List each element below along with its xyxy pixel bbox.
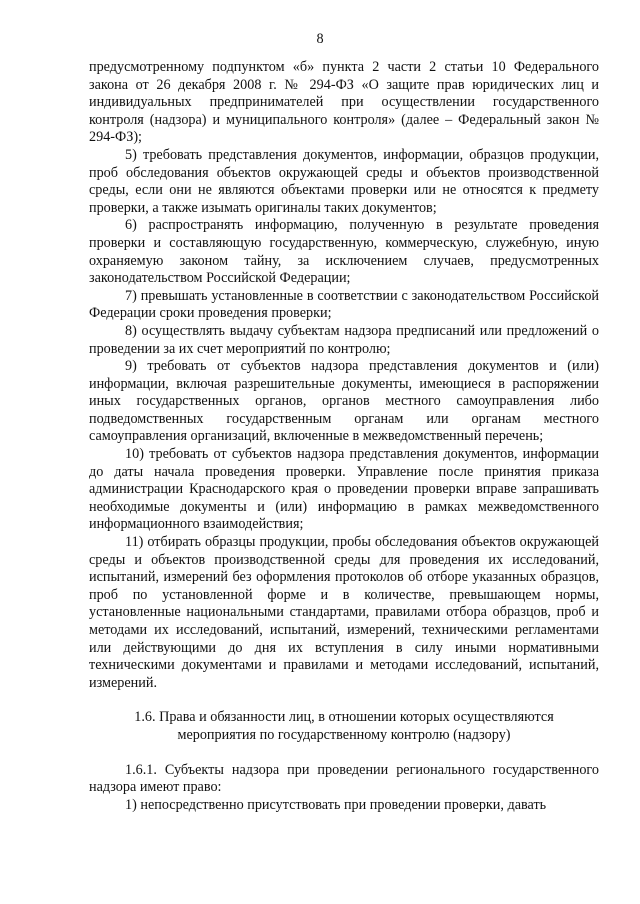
- paragraph: 10) требовать от субъектов надзора представления документов, информации до даты начала проведения проверки. Управление после принятия приказа администрации Краснодарского края о проведении проверки вправе запрашивать необходимые документы и (или) информацию в рамках межведомственного информационного взаимодействия;: [89, 446, 599, 533]
- paragraphs-after-heading: [89, 762, 599, 815]
- paragraph: 1) непосредственно присутствовать при проведении проверки, давать: [125, 796, 547, 813]
- section-heading-line-1: 1.6. Права и обязанности лиц, в отношении которых осуществляются: [134, 709, 554, 726]
- paragraphs-before-heading: [89, 59, 599, 692]
- paragraph: 11) отбирать образцы продукции, пробы обследования объектов окружающей среды и объектов производственной среды для проведения их исследований, испытаний, измерений без оформления протоколов об отборе указанных образцов, проб по установленной форме и в количестве, превышающем нормы, установленные национальными стандартами, правилами отбора образцов, проб и методами их исследований, испытаний, измерений, техническими регламентами или действующими до дня их вступления в силу иными нормативными техническими документами и правилами и методами исследований, испытаний, измерений.: [89, 534, 599, 691]
- spacer: [89, 745, 599, 762]
- document-body: [89, 59, 599, 814]
- paragraph: предусмотренному подпунктом «б» пункта 2 части 2 статьи 10 Федерального закона от 26 декабря 2008 г. № 294-ФЗ «О защите прав юридических лиц и индивидуальных предпринимателей при осуществлении государственного контроля (надзора) и муниципального контроля» (далее – Федеральный закон № 294-ФЗ);: [89, 59, 599, 146]
- paragraph: 6) распространять информацию, полученную в результате проведения проверки и составляющую государственную, коммерческую, служебную, иную охраняемую законом тайну, за исключением случаев, предусмотренных законодательством Российской Федерации;: [89, 217, 599, 287]
- paragraph: 8) осуществлять выдачу субъектам надзора предписаний или предложений о проведении за их счет мероприятий по контролю;: [89, 322, 599, 357]
- paragraph: 7) превышать установленные в соответствии с законодательством Российской Федерации сроки проведения проверки;: [89, 287, 599, 322]
- paragraph: 5) требовать представления документов, информации, образцов продукции, проб обследования объектов окружающей среды и объектов производственной среды, если они не являются объектами проверки или не относятся к предмету проверки, а также изымать оригиналы таких документов;: [89, 146, 599, 216]
- paragraph: 9) требовать от субъектов надзора представления документов и (или) информации, включая разрешительные документы, имеющиеся в распоряжении иных государственных органов, органов местного самоуправления либо подведомственных государственным органам или органам местного самоуправления организаций, включенные в межведомственный перечень;: [89, 358, 599, 445]
- section-heading-line-2: мероприятия по государственному контролю (надзору): [177, 726, 511, 743]
- paragraph: 1.6.1. Субъекты надзора при проведении регионального государственного надзора имеют право:: [89, 761, 599, 796]
- page-number: 8: [316, 31, 324, 47]
- section-heading: [89, 709, 599, 744]
